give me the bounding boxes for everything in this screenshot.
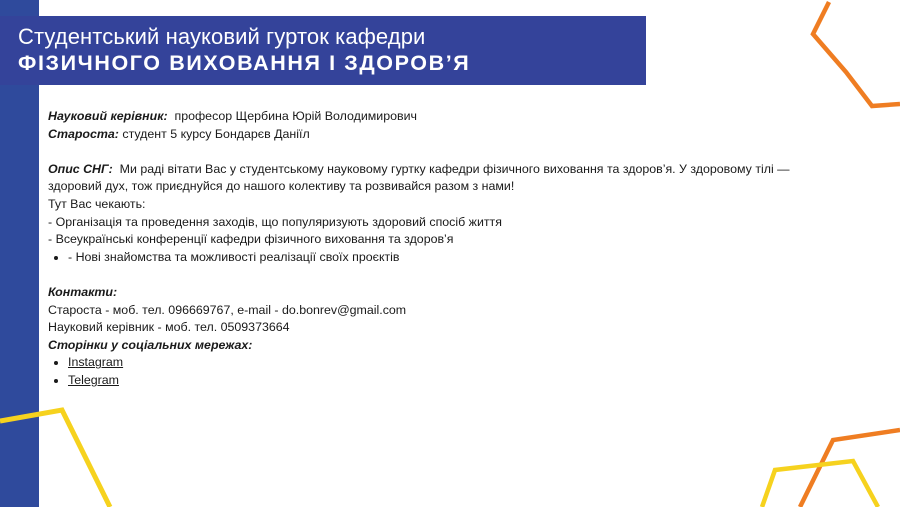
- telegram-link[interactable]: Telegram: [68, 372, 119, 387]
- social-links-list: [48, 354, 868, 389]
- instagram-link[interactable]: Instagram: [68, 355, 124, 370]
- list-item: [68, 372, 868, 390]
- bullet-list: [48, 249, 868, 267]
- contacts-label: Контакти:: [48, 284, 118, 299]
- list-item: - Організація та проведення заходів, що популяризують здоровий спосіб життя: [48, 214, 502, 229]
- contacts-head: Староста - моб. тел. 096669767, e-mail - do.bonrev@gmail.com: [48, 302, 407, 317]
- description-text-2: здоровий дух, тож приєднуйся до нашого колективу та розвивайся разом з нами!: [48, 179, 515, 194]
- description-line1: [48, 161, 868, 179]
- orange-hexagon-outline: [813, 2, 900, 106]
- supervisor-label: Науковий керівник:: [48, 109, 168, 123]
- page-title-line1: Студентський науковий гурток кафедри: [18, 24, 426, 49]
- head-line: [48, 126, 868, 144]
- supervisor-line: [48, 108, 868, 126]
- head-label: Староста:: [48, 126, 119, 141]
- page-title-line2: ФІЗИЧНОГО ВИХОВАННЯ І ЗДОРОВ’Я: [18, 51, 471, 75]
- orange-line-right: [800, 430, 900, 507]
- list-item: • - Нові знайомства та можливості реалізації своїх проєктів: [68, 249, 868, 267]
- description-text-1: Ми раді вітати Вас у студентському науковому гуртку кафедри фізичного виховання та здоров’я. У здоровому тілі —: [119, 161, 790, 176]
- supervisor-value: професор Щербина Юрій Володимирович: [174, 109, 417, 123]
- description-label: Опис СНГ:: [48, 161, 113, 176]
- list-item: - Всеукраїнські конференції кафедри фізичного виховання та здоров’я: [48, 232, 454, 247]
- social-label: Сторінки у соціальних мережах:: [48, 337, 253, 352]
- contacts-supervisor: Науковий керівник - моб. тел. 0509373664: [48, 320, 290, 335]
- main-content: [48, 108, 868, 390]
- yellow-line-right: [762, 461, 878, 507]
- list-item: [68, 354, 868, 372]
- head-value: студент 5 курсу Бондарєв Даніїл: [122, 126, 310, 141]
- awaits-text: Тут Вас чекають:: [48, 196, 146, 211]
